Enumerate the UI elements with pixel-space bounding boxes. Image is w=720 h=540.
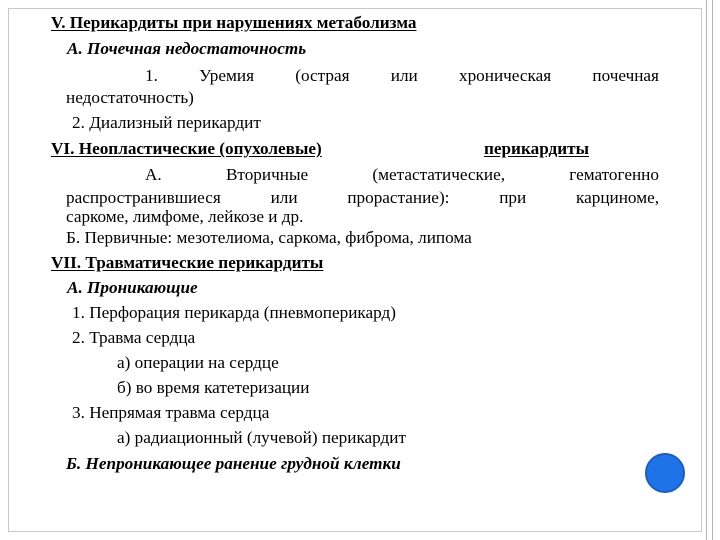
word: 1. bbox=[145, 66, 158, 85]
section-vi-a-line3: саркоме, лимфоме, лейкозе и др. bbox=[66, 207, 304, 226]
section-vii-subitem: а) радиационный (лучевой) перикардит bbox=[117, 428, 407, 447]
word: гематогенно bbox=[569, 165, 659, 184]
section-vii-b: Б. Непроникающее ранение грудной клетки bbox=[66, 454, 401, 473]
section-vii-heading: VII. Травматические перикардиты bbox=[51, 253, 324, 272]
word: (острая bbox=[295, 66, 350, 85]
word: (метастатические, bbox=[372, 165, 505, 184]
word: Уремия bbox=[199, 66, 255, 85]
section-v-item1-line2: недостаточность) bbox=[66, 88, 194, 107]
section-vi-a-line2 bbox=[66, 188, 659, 208]
section-vi-a-line1 bbox=[145, 165, 659, 185]
section-vii-item: 2. Травма сердца bbox=[72, 328, 196, 347]
section-vi-heading-left: VI. Неопластические (опухолевые) bbox=[51, 139, 322, 158]
word: карциноме, bbox=[576, 188, 659, 207]
word: распространившиеся bbox=[66, 188, 221, 207]
blue-circle-decoration bbox=[645, 453, 685, 493]
section-v-item1-line1 bbox=[145, 66, 659, 86]
section-vii-item: 3. Непрямая травма сердца bbox=[72, 403, 270, 422]
section-vii-subitem: б) во время катетеризации bbox=[117, 378, 310, 397]
section-vii-a: А. Проникающие bbox=[67, 278, 198, 297]
word: почечная bbox=[592, 66, 659, 85]
section-vii-item: 1. Перфорация перикарда (пневмоперикард) bbox=[72, 303, 396, 322]
section-vi-b: Б. Первичные: мезотелиома, саркома, фиброма, липома bbox=[66, 228, 472, 247]
word: или bbox=[270, 188, 298, 207]
word: прорастание): bbox=[347, 188, 450, 207]
section-vi-heading bbox=[51, 139, 589, 159]
word: хроническая bbox=[458, 66, 552, 85]
section-v-item2: 2. Диализный перикардит bbox=[72, 113, 261, 132]
section-v-heading: V. Перикардиты при нарушениях метаболизма bbox=[51, 13, 417, 32]
word: А. bbox=[145, 165, 162, 184]
section-vii-subitem: а) операции на сердце bbox=[117, 353, 279, 372]
word: при bbox=[499, 188, 527, 207]
section-v-a: А. Почечная недостаточность bbox=[67, 39, 307, 58]
section-vi-heading-right: перикардиты bbox=[483, 139, 589, 158]
word: Вторичные bbox=[225, 165, 309, 184]
word: или bbox=[390, 66, 418, 85]
